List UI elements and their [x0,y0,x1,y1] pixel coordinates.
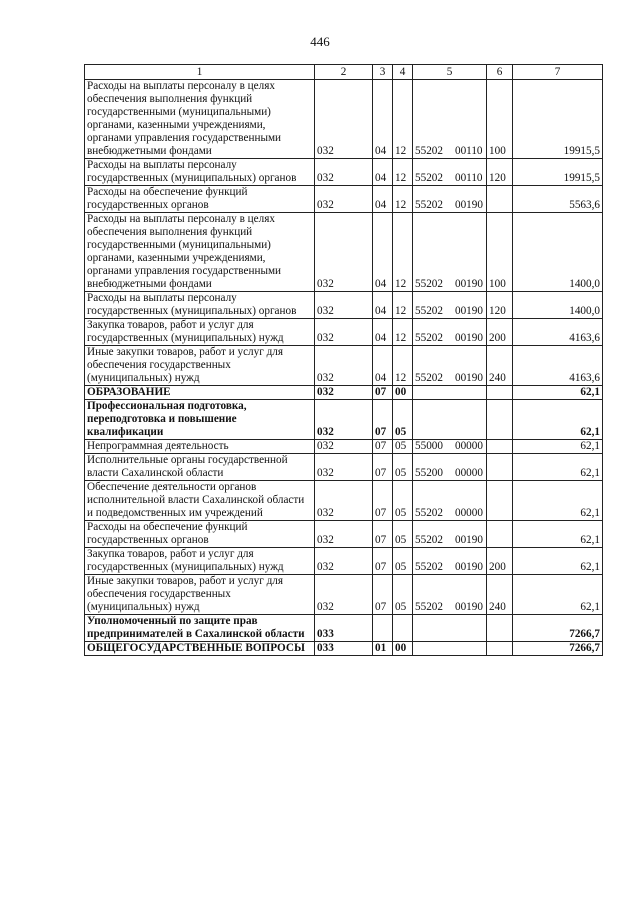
row-section-code: 07 [373,440,393,454]
table-body [85,80,603,656]
row-ministry-code: 032 [315,440,373,454]
row-expense-type [487,481,513,521]
row-subsection-code: 12 [393,319,413,346]
row-expense-type: 200 [487,548,513,575]
row-expense-type: 120 [487,159,513,186]
row-section-code: 04 [373,159,393,186]
row-ministry-code: 032 [315,521,373,548]
header-col-2: 2 [315,65,373,80]
row-ministry-code: 032 [315,386,373,400]
row-amount: 62,1 [513,575,603,615]
row-target-article [413,575,487,615]
target-article-part-1: 55200 [415,467,443,479]
table-row [85,575,603,615]
row-name: ОБЩЕГОСУДАРСТВЕННЫЕ ВОПРОСЫ [85,642,315,656]
table-row [85,346,603,386]
row-amount: 4163,6 [513,346,603,386]
target-article-part-2: 00000 [454,507,483,519]
row-expense-type [487,454,513,481]
row-target-article [413,80,487,159]
target-article-part-1: 55202 [415,332,443,344]
target-article-part-1: 55202 [415,601,443,613]
row-subsection-code: 12 [393,346,413,386]
row-section-code: 07 [373,575,393,615]
header-col-3: 3 [373,65,393,80]
row-target-article [413,213,487,292]
target-article-part-1: 55202 [415,372,443,384]
row-ministry-code: 032 [315,292,373,319]
row-ministry-code: 032 [315,186,373,213]
row-name: Расходы на обеспечение функций государственных органов [85,521,315,548]
target-article-part-2: 00190 [454,534,483,546]
row-target-article [413,346,487,386]
row-name: Исполнительные органы государственной власти Сахалинской области [85,454,315,481]
table-row [85,386,603,400]
row-amount: 62,1 [513,386,603,400]
row-subsection-code: 12 [393,159,413,186]
header-col-5: 5 [413,65,487,80]
table-row [85,80,603,159]
row-expense-type [487,400,513,440]
table-row [85,159,603,186]
row-amount: 62,1 [513,440,603,454]
row-name: Закупка товаров, работ и услуг для государственных (муниципальных) нужд [85,548,315,575]
row-section-code: 07 [373,548,393,575]
row-target-article [413,548,487,575]
row-name: Уполномоченный по защите прав предпринимателей в Сахалинской области [85,615,315,642]
row-name: Расходы на выплаты персоналу государственных (муниципальных) органов [85,159,315,186]
row-name: Расходы на выплаты персоналу в целях обеспечения выполнения функций государственными (муниципальными) органами, казенными учреждениями, органами управления государственными внебюджетными фондами [85,213,315,292]
row-expense-type [487,521,513,548]
row-section-code: 07 [373,454,393,481]
row-subsection-code: 12 [393,186,413,213]
target-article-part-2: 00000 [454,467,483,479]
table-row [85,481,603,521]
row-section-code [373,615,393,642]
row-subsection-code: 05 [393,440,413,454]
row-amount: 62,1 [513,548,603,575]
row-target-article [413,454,487,481]
page-number: 446 [310,34,330,49]
row-ministry-code: 033 [315,615,373,642]
row-name: Расходы на выплаты персоналу в целях обеспечения выполнения функций государственными (муниципальными) органами, казенными учреждениями, органами управления государственными внебюджетными фондами [85,80,315,159]
row-section-code: 01 [373,642,393,656]
row-amount: 7266,7 [513,615,603,642]
row-ministry-code: 032 [315,548,373,575]
row-target-article [413,319,487,346]
row-section-code: 04 [373,80,393,159]
header-col-1: 1 [85,65,315,80]
row-amount: 19915,5 [513,80,603,159]
row-expense-type [487,642,513,656]
table-row [85,440,603,454]
row-ministry-code: 032 [315,575,373,615]
row-subsection-code: 05 [393,575,413,615]
target-article-part-2: 00190 [454,199,483,211]
table-header-row [85,65,603,80]
row-name: Закупка товаров, работ и услуг для государственных (муниципальных) нужд [85,319,315,346]
row-section-code: 04 [373,186,393,213]
row-amount: 62,1 [513,454,603,481]
target-article-part-1: 55202 [415,305,443,317]
table-row [85,400,603,440]
row-target-article [413,642,487,656]
table-row [85,615,603,642]
row-name: Непрограммная деятельность [85,440,315,454]
row-target-article [413,400,487,440]
row-ministry-code: 032 [315,346,373,386]
target-article-part-2: 00190 [454,332,483,344]
table-row [85,186,603,213]
row-subsection-code: 05 [393,521,413,548]
row-subsection-code: 05 [393,548,413,575]
row-section-code: 04 [373,292,393,319]
row-subsection-code: 00 [393,386,413,400]
target-article-part-1: 55202 [415,507,443,519]
row-expense-type [487,186,513,213]
row-target-article [413,292,487,319]
target-article-part-2: 00000 [454,440,483,452]
row-target-article [413,481,487,521]
row-ministry-code: 032 [315,454,373,481]
row-subsection-code: 05 [393,400,413,440]
budget-table [84,64,603,656]
row-expense-type: 100 [487,213,513,292]
row-name: Профессиональная подготовка, переподготовка и повышение квалификации [85,400,315,440]
row-amount: 19915,5 [513,159,603,186]
row-amount: 62,1 [513,400,603,440]
row-ministry-code: 033 [315,642,373,656]
table-row [85,521,603,548]
table-row [85,213,603,292]
target-article-part-2: 00110 [454,172,483,184]
target-article-part-2: 00190 [454,601,483,613]
header-col-6: 6 [487,65,513,80]
row-ministry-code: 032 [315,159,373,186]
target-article-part-2: 00110 [454,145,483,157]
row-ministry-code: 032 [315,481,373,521]
row-name: Иные закупки товаров, работ и услуг для обеспечения государственных (муниципальных) нужд [85,346,315,386]
row-section-code: 04 [373,213,393,292]
row-name: Иные закупки товаров, работ и услуг для обеспечения государственных (муниципальных) нужд [85,575,315,615]
row-subsection-code: 00 [393,642,413,656]
row-amount: 4163,6 [513,319,603,346]
row-section-code: 07 [373,481,393,521]
row-section-code: 04 [373,319,393,346]
row-section-code: 07 [373,400,393,440]
row-name: Расходы на выплаты персоналу государственных (муниципальных) органов [85,292,315,319]
row-subsection-code: 12 [393,292,413,319]
target-article-part-1: 55202 [415,172,443,184]
target-article-part-1: 55202 [415,278,443,290]
row-subsection-code: 05 [393,481,413,521]
row-section-code: 04 [373,346,393,386]
row-amount: 1400,0 [513,213,603,292]
row-expense-type [487,615,513,642]
row-name: Обеспечение деятельности органов исполнительной власти Сахалинской области и подведомственных им учреждений [85,481,315,521]
table-row [85,292,603,319]
row-subsection-code [393,615,413,642]
row-target-article [413,159,487,186]
table-row [85,642,603,656]
row-amount: 1400,0 [513,292,603,319]
target-article-part-1: 55202 [415,199,443,211]
target-article-part-1: 55202 [415,145,443,157]
row-target-article [413,440,487,454]
row-target-article [413,186,487,213]
row-target-article [413,386,487,400]
row-expense-type: 200 [487,319,513,346]
row-subsection-code: 12 [393,80,413,159]
row-expense-type: 120 [487,292,513,319]
row-ministry-code: 032 [315,213,373,292]
row-ministry-code: 032 [315,319,373,346]
row-amount: 62,1 [513,481,603,521]
row-name: Расходы на обеспечение функций государственных органов [85,186,315,213]
row-amount: 62,1 [513,521,603,548]
target-article-part-2: 00190 [454,305,483,317]
target-article-part-2: 00190 [454,561,483,573]
row-expense-type: 240 [487,346,513,386]
header-col-4: 4 [393,65,413,80]
table-row [85,319,603,346]
row-target-article [413,521,487,548]
row-name: ОБРАЗОВАНИЕ [85,386,315,400]
target-article-part-2: 00190 [454,372,483,384]
row-section-code: 07 [373,386,393,400]
header-col-7: 7 [513,65,603,80]
target-article-part-1: 55000 [415,440,443,452]
row-expense-type: 100 [487,80,513,159]
row-amount: 5563,6 [513,186,603,213]
row-section-code: 07 [373,521,393,548]
row-expense-type: 240 [487,575,513,615]
table-row [85,454,603,481]
target-article-part-2: 00190 [454,278,483,290]
target-article-part-1: 55202 [415,534,443,546]
row-subsection-code: 12 [393,213,413,292]
row-ministry-code: 032 [315,400,373,440]
row-expense-type [487,386,513,400]
row-ministry-code: 032 [315,80,373,159]
target-article-part-1: 55202 [415,561,443,573]
row-amount: 7266,7 [513,642,603,656]
table-row [85,548,603,575]
row-target-article [413,615,487,642]
row-expense-type [487,440,513,454]
row-subsection-code: 05 [393,454,413,481]
